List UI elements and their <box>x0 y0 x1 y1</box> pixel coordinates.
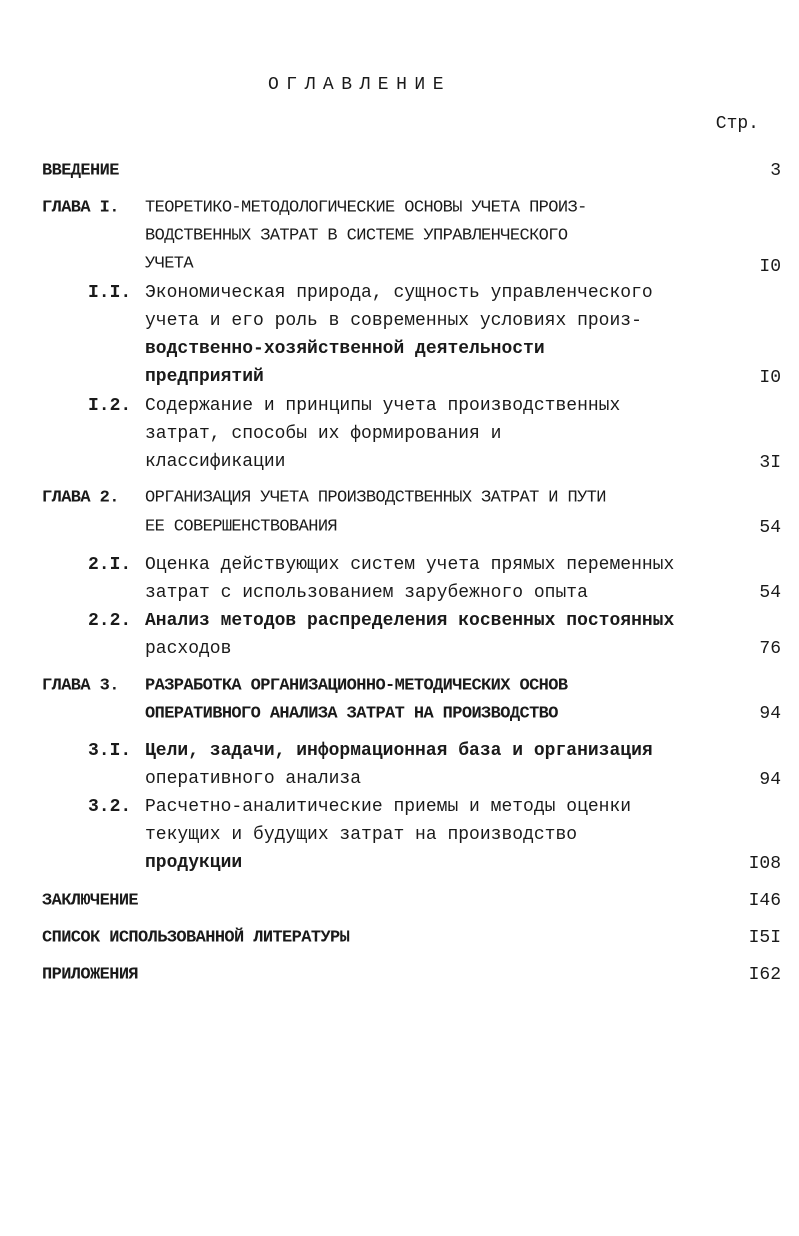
page-title: ОГЛАВЛЕНИЕ <box>268 75 452 95</box>
section-title-line: затрат, способы их формирования и <box>145 424 502 444</box>
section-number: I.2. <box>88 396 132 416</box>
section-title-line: Оценка действующих систем учета прямых переменных <box>145 555 675 575</box>
chapter-title-line: ТЕОРЕТИКО-МЕТОДОЛОГИЧЕСКИЕ ОСНОВЫ УЧЕТА ПРОИЗ- <box>145 198 587 218</box>
toc-entry-conclusion: ЗАКЛЮЧЕНИЕ <box>42 891 139 911</box>
page-number: I08 <box>748 854 781 874</box>
chapter-label: ГЛАВА I. <box>42 198 119 218</box>
toc-entry-appendices: ПРИЛОЖЕНИЯ <box>42 965 139 985</box>
section-title-line: продукции <box>145 853 243 873</box>
section-title-line: затрат с использованием зарубежного опыта <box>145 583 588 603</box>
page-number: I0 <box>759 257 781 277</box>
page-number: 94 <box>759 770 781 790</box>
section-title-line: Расчетно-аналитические приемы и методы оценки <box>145 797 632 817</box>
section-title-line: Цели, задачи, информационная база и организация <box>145 741 653 761</box>
chapter-title-line: ВОДСТВЕННЫХ ЗАТРАТ В СИСТЕМЕ УПРАВЛЕНЧЕСКОГО <box>145 226 568 246</box>
section-title-line: учета и его роль в современных условиях произ- <box>145 311 642 331</box>
section-title-line: Экономическая природа, сущность управленческого <box>145 283 653 303</box>
section-number: 2.I. <box>88 555 132 575</box>
page-number: 3 <box>770 161 781 181</box>
chapter-title-line: ЕЕ СОВЕРШЕНСТВОВАНИЯ <box>145 517 338 537</box>
section-number: I.I. <box>88 283 132 303</box>
page-number: 54 <box>759 583 781 603</box>
page-number: I62 <box>748 965 781 985</box>
section-title-line: текущих и будущих затрат на производство <box>145 825 578 845</box>
section-title-line: Анализ методов распределения косвенных постоянных <box>145 611 675 631</box>
section-title-line: предприятий <box>145 367 264 387</box>
section-title-line: расходов <box>145 639 232 659</box>
toc-entry-bibliography: СПИСОК ИСПОЛЬЗОВАННОЙ ЛИТЕРАТУРЫ <box>42 928 350 948</box>
chapter-title-line: ОРГАНИЗАЦИЯ УЧЕТА ПРОИЗВОДСТВЕННЫХ ЗАТРАТ И ПУТИ <box>145 488 606 508</box>
chapter-title-line: РАЗРАБОТКА ОРГАНИЗАЦИОННО-МЕТОДИЧЕСКИХ ОСНОВ <box>145 676 568 696</box>
section-number: 3.I. <box>88 741 132 761</box>
page-column-header: Стр. <box>715 114 759 134</box>
section-title-line: оперативного анализа <box>145 769 362 789</box>
page-number: 54 <box>759 518 781 538</box>
chapter-label: ГЛАВА 2. <box>42 488 119 508</box>
section-title-line: водственно-хозяйственной деятельности <box>145 339 545 359</box>
page-number: I46 <box>748 891 781 911</box>
page-number: 76 <box>759 639 781 659</box>
section-number: 3.2. <box>88 797 132 817</box>
chapter-title-line: ОПЕРАТИВНОГО АНАЛИЗА ЗАТРАТ НА ПРОИЗВОДСТВО <box>145 704 558 724</box>
section-title-line: классификации <box>145 452 286 472</box>
page-number: I5I <box>748 928 781 948</box>
chapter-label: ГЛАВА 3. <box>42 676 119 696</box>
section-title-line: Содержание и принципы учета производственных <box>145 396 621 416</box>
page-number: 3I <box>759 453 781 473</box>
page-number: 94 <box>759 704 781 724</box>
toc-entry-intro: ВВЕДЕНИЕ <box>42 161 119 181</box>
chapter-title-line: УЧЕТА <box>145 254 194 274</box>
page-number: I0 <box>759 368 781 388</box>
section-number: 2.2. <box>88 611 132 631</box>
